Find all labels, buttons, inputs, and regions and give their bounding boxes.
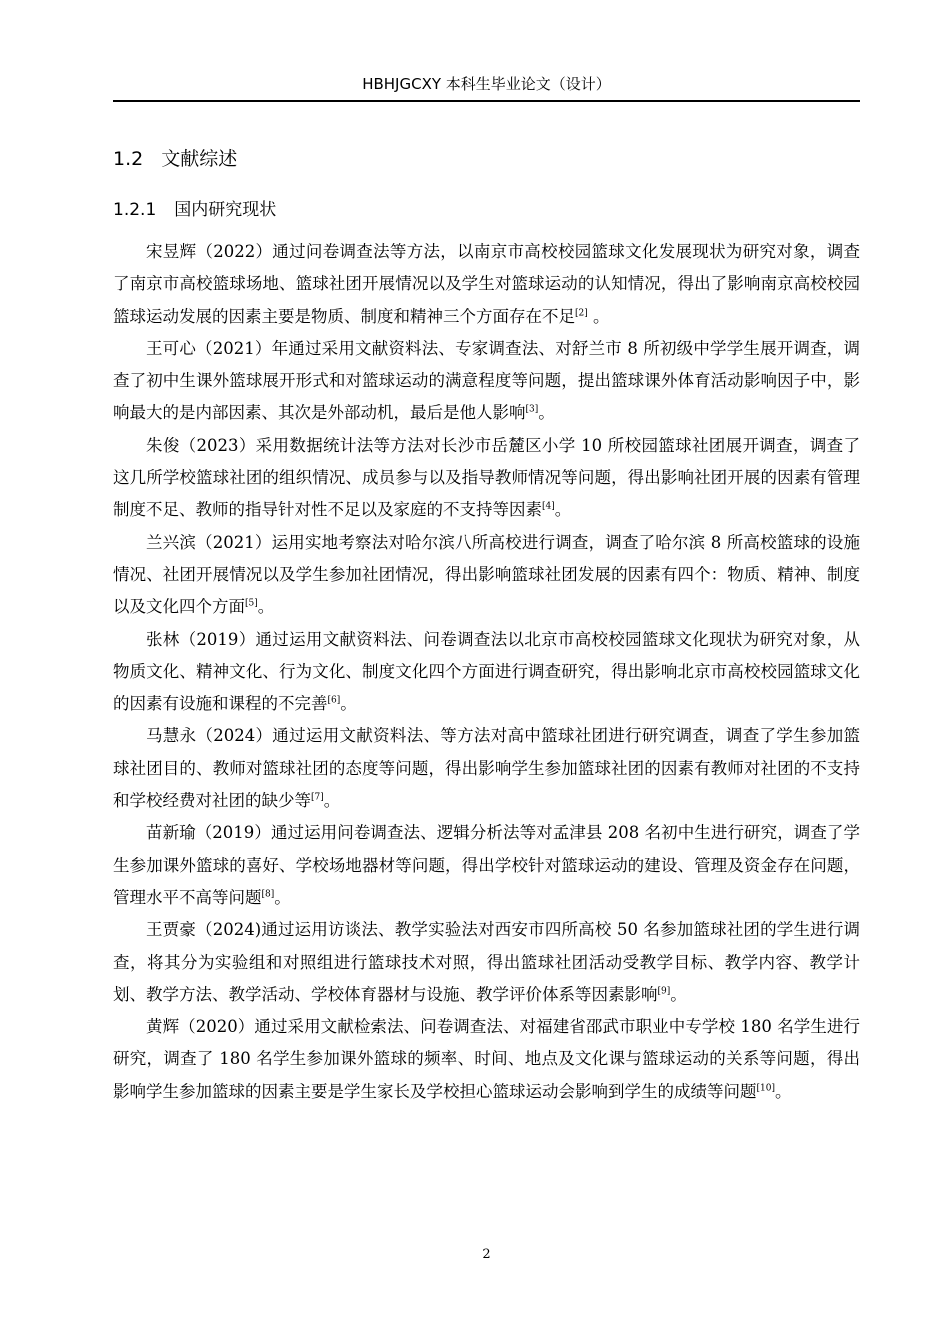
paragraph-tail: 。 <box>587 306 610 326</box>
paragraph <box>113 1011 860 1108</box>
paragraph-tail: 。 <box>274 887 291 907</box>
citation-ref: [9] <box>657 986 671 997</box>
paragraph-tail: 。 <box>554 500 572 520</box>
paragraph <box>113 720 860 817</box>
section-title: 文献综述 <box>161 148 238 170</box>
paragraph-text: 朱俊（2023）采用数据统计法等方法对长沙市岳麓区小学 10 所校园篮球社团展开调查，调查了这几所学校篮球社团的组织情况、成员参与以及指导教师情况等问题，得出影响社团开展的因素有管理制度不足、教师的指导针对性不足以及家庭的不支持等因素 <box>113 435 860 520</box>
page-header-title: HBHJGCXY 本科生毕业论文（设计） <box>362 75 611 93</box>
paragraph-text: 张林（2019）通过运用文献资料法、问卷调查法以北京市高校校园篮球文化现状为研究对象，从物质文化、精神文化、行为文化、制度文化四个方面进行调查研究，得出影响北京市高校校园篮球文化的因素有设施和课程的不完善 <box>113 629 860 714</box>
citation-ref: [4] <box>542 501 555 512</box>
paragraph-text: 兰兴滨（2021）运用实地考察法对哈尔滨八所高校进行调查，调查了哈尔滨 8 所高校篮球的设施情况、社团开展情况以及学生参加社团情况，得出影响篮球社团发展的因素有四个：物质、精神、制度以及文化四个方面 <box>113 532 860 617</box>
citation-ref: [2] <box>575 308 588 319</box>
page-number: 2 <box>482 1247 491 1262</box>
citation-ref: [3] <box>525 404 539 415</box>
paragraph-text: 王贾豪（2024)通过运用访谈法、教学实验法对西安市四所高校 50 名参加篮球社团的学生进行调查，将其分为实验组和对照组进行篮球技术对照，得出篮球社团活动受教学目标、教学内容、教学计划、教学方法、教学活动、学校体育器材与设施、教学评价体系等因素影响 <box>113 920 860 1004</box>
citation-ref: [6] <box>327 695 341 706</box>
paragraph-tail: 。 <box>670 984 687 1004</box>
paragraph <box>113 817 860 914</box>
paragraph-text: 宋昱辉（2022）通过问卷调查法等方法，以南京市高校校园篮球文化发展现状为研究对象，调查了南京市高校篮球场地、篮球社团开展情况以及学生对篮球运动的认知情况，得出了影响南京高校校园篮球运动发展的因素主要是物质、制度和精神三个方面存在不足 <box>113 242 860 326</box>
paragraph <box>113 430 860 527</box>
section-number: 1.2 <box>113 148 144 170</box>
citation-ref: [8] <box>261 889 275 900</box>
subsection-heading <box>113 198 276 222</box>
paragraph-tail: 。 <box>257 597 275 617</box>
paragraph-text: 王可心（2021）年通过采用文献资料法、专家调查法、对舒兰市 8 所初级中学学生展开调查，调查了初中生课外篮球展开形式和对篮球运动的满意程度等问题，提出篮球课外体育活动影响因子中，影响最大的是内部因素、其次是外部动机，最后是他人影响 <box>113 338 860 423</box>
paragraph <box>113 914 860 1011</box>
subsection-title: 国内研究现状 <box>174 200 277 220</box>
citation-ref: [10] <box>756 1083 775 1094</box>
citation-ref: [7] <box>311 792 324 803</box>
paragraph-text: 马慧永（2024）通过运用文献资料法、等方法对高中篮球社团进行研究调查，调查了学生参加篮球社团目的、教师对篮球社团的态度等问题，得出影响学生参加篮球社团的因素有教师对社团的不支持和学校经费对社团的缺少等 <box>113 726 860 811</box>
paragraph-text: 黄辉（2020）通过采用文献检索法、问卷调查法、对福建省邵武市职业中专学校 180 名学生进行研究，调查了 180 名学生参加课外篮球的频率、时间、地点及文化课与篮球运动的关系等问题，得出影响学生参加篮球的因素主要是学生家长及学校担心篮球运动会影响到学生的成绩等问题 <box>113 1017 860 1101</box>
body-text <box>113 236 860 1108</box>
paragraph-tail: 。 <box>538 403 555 423</box>
paragraph-tail: 。 <box>340 694 357 714</box>
paragraph <box>113 236 860 333</box>
subsection-number: 1.2.1 <box>113 200 157 220</box>
paragraph <box>113 333 860 430</box>
paragraph-tail: 。 <box>323 791 341 811</box>
paragraph <box>113 527 860 624</box>
citation-ref: [5] <box>245 598 258 609</box>
paragraph-tail: 。 <box>774 1081 792 1101</box>
paragraph-text: 苗新瑜（2019）通过运用问卷调查法、逻辑分析法等对孟津县 208 名初中生进行研究，调查了学生参加课外篮球的喜好、学校场地器材等问题，得出学校针对篮球运动的建设、管理及资金存在问题，管理水平不高等问题 <box>113 823 860 907</box>
section-heading <box>113 146 237 172</box>
paragraph <box>113 624 860 721</box>
header-divider <box>113 100 860 102</box>
